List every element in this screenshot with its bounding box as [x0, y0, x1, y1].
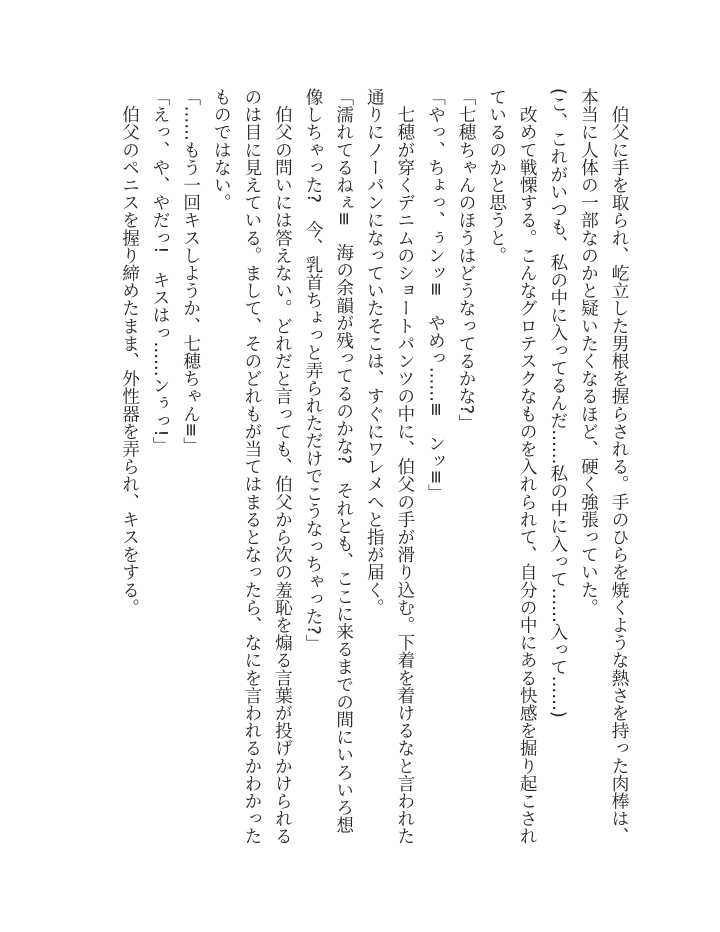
text-line: 「えっ、や、やだっ! キスはっ……ンぅっ!」 — [150, 88, 171, 455]
text-line: 改めて戦慄する。こんなグロテスクなものを入れられて、自分の中にある快感を掘り起こされ — [517, 88, 538, 845]
text-line: 「濡れてるねぇ≡ 海の余韻が残ってるのかな? それとも、ここに来るまでの間にいろいろ想 — [333, 88, 354, 834]
text-line: 「七穂ちゃんのほうはどうなってるかな?」 — [456, 88, 477, 432]
text-line: 本当に人体の一部なのかと疑いたくなるほど、硬く強張っていた。 — [578, 88, 599, 616]
text-line: 七穂が穿くデニムのショートパンツの中に、伯父の手が滑り込む。下着を着けるなと言われた — [394, 88, 415, 845]
vertical-text-page — [114, 88, 634, 858]
text-line: 像しちゃった? 今、乳首ちょっと弄られただけでこうなっちゃった?」 — [303, 88, 324, 653]
text-line: ものではない。 — [211, 88, 232, 212]
text-line: (こ、これがいつも、私の中に入ってるんだ……私の中に入って……入って……) — [547, 88, 568, 718]
text-line: 「やっ、ちょっ、ぅンッ≡ やめっ……≡ ンッ≡」 — [425, 88, 446, 502]
text-line: 伯父に手を取られ、屹立した男根を握らされる。手のひらを焼くような熱さを持った肉棒は、 — [609, 88, 629, 845]
text-line: 伯父のペニスを握り締めたまま、外性器を弄られ、キスをする。 — [119, 88, 140, 616]
text-line: ているのかと思うと。 — [486, 88, 507, 264]
text-line: 通りにノーパンになっていたそこは、すぐにワレメへと指が届く。 — [364, 88, 385, 616]
text-line: のは目に見えている。まして、そのどれもが当てはまるとなったら、なにを言われるかわかった — [241, 88, 262, 845]
text-line: 「……もう一回キスしようか、七穂ちゃん≡」 — [180, 88, 201, 455]
text-line: 伯父の問いには答えない。どれだと言っても、伯父から次の羞恥を煽る言葉が投げかけられる — [272, 88, 293, 845]
